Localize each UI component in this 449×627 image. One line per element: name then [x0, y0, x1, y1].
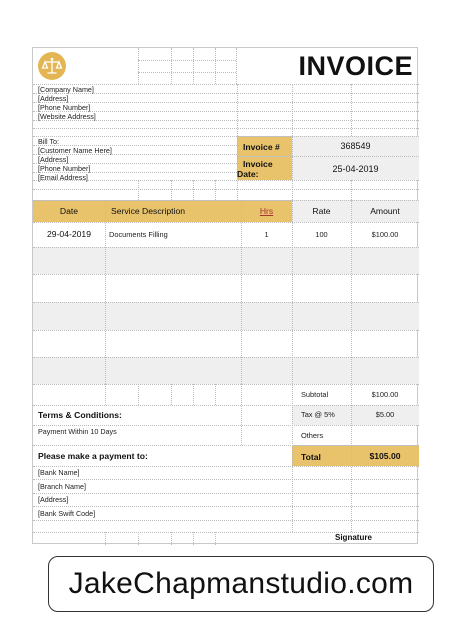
row-1-amount: $100.00 [371, 230, 399, 239]
customer-name: [Customer Name Here] [38, 146, 112, 155]
invoice-sheet [32, 47, 418, 544]
tax-label: Tax @ 5% [301, 410, 335, 419]
branch-name: [Branch Name] [38, 482, 86, 491]
row-1-description: Documents Filling [109, 230, 168, 239]
col-header-rate: Rate [312, 206, 331, 216]
col-header-amount: Amount [370, 206, 400, 216]
col-header-description: Service Description [111, 206, 186, 216]
website-text: JakeChapmanstudio.com [68, 567, 414, 600]
payment-label: Please make a payment to: [38, 451, 148, 461]
subtotal-value: $100.00 [371, 390, 399, 399]
terms-text: Payment Within 10 Days [38, 427, 117, 436]
col-header-hrs: Hrs [259, 206, 274, 216]
bank-address: [Address] [38, 495, 69, 504]
row-1-date: 29-04-2019 [47, 229, 91, 239]
bank-name: [Bank Name] [38, 468, 80, 477]
company-name: [Company Name] [38, 85, 94, 94]
bank-swift-code: [Bank Swift Code] [38, 509, 96, 518]
customer-email: [Email Address] [38, 173, 88, 182]
company-phone: [Phone Number] [38, 103, 91, 112]
signature-label: Signature [335, 533, 372, 542]
website-badge [48, 556, 434, 612]
others-label: Others [301, 431, 324, 440]
total-value: $105.00 [369, 451, 401, 461]
invoice-date-value: 25-04-2019 [332, 164, 379, 174]
col-header-date: Date [59, 206, 79, 216]
invoice-number-value: 368549 [340, 141, 371, 151]
invoice-title: INVOICE [298, 51, 413, 81]
tax-value: $5.00 [375, 410, 395, 419]
scales-of-justice-icon [38, 52, 66, 80]
bill-to-label: Bill To: [38, 137, 60, 146]
row-1-rate: 100 [315, 230, 328, 239]
subtotal-label: Subtotal [301, 390, 329, 399]
customer-address: [Address] [38, 155, 69, 164]
company-website: [Website Address] [38, 112, 96, 121]
row-stripe-2 [33, 302, 419, 330]
company-address: [Address] [38, 94, 69, 103]
company-logo [38, 52, 66, 80]
terms-label: Terms & Conditions: [38, 410, 122, 420]
customer-phone: [Phone Number] [38, 164, 91, 173]
invoice-date-label-2: Date: [237, 169, 259, 179]
invoice-date-label: Invoice [243, 159, 273, 169]
total-label: Total [301, 452, 321, 462]
invoice-number-label: Invoice # [243, 142, 280, 152]
row-stripe-1 [33, 247, 419, 274]
row-1-hrs: 1 [264, 230, 269, 239]
row-stripe-3 [33, 357, 419, 384]
